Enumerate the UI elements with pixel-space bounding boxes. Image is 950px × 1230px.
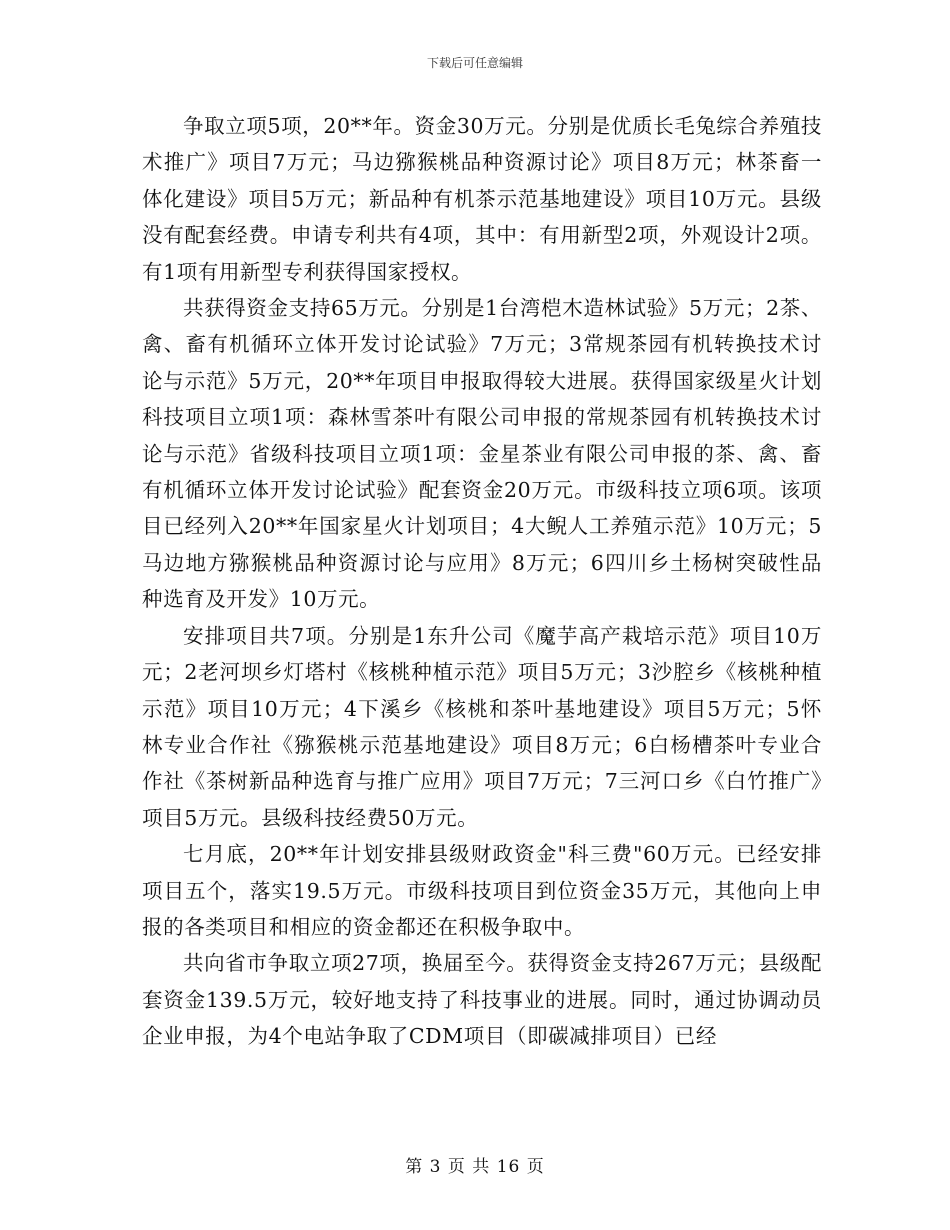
paragraph-3: 安排项目共7项。分别是1东升公司《魔芋高产栽培示范》项目10万元；2老河坝乡灯塔村《核桃种植示范》项目5万元；3沙腔乡《核桃种植示范》项目10万元；4下溪乡《核桃和茶叶基地建设》项目5万元；5怀林专业合作社《猕猴桃示范基地建设》项目8万元；6白杨槽茶叶专业合作社《茶树新品种选育与推广应用》项目7万元；7三河口乡《白竹推广》项目5万元。县级科技经费50万元。	[142, 623, 822, 830]
paragraph-4: 七月底，20**年计划安排县级财政资金"科三费"60万元。已经安排项目五个，落实19.5万元。市级科技项目到位资金35万元，其他向上申报的各类项目和相应的资金都还在积极争取中。	[142, 842, 822, 939]
paragraph-5: 共向省市争取立项27项，换届至今。获得资金支持267万元；县级配套资金139.5万元，较好地支持了科技事业的进展。同时，通过协调动员企业申报，为4个电站争取了CDM项目（即碳减排项目）已经	[142, 951, 822, 1049]
page-number-footer: 第 3 页 共 16 页	[405, 1157, 545, 1177]
paragraph-2: 共获得资金支持65万元。分别是1台湾桤木造林试验》5万元；2茶、禽、畜有机循环立体开发讨论试验》7万元；3常规茶园有机转换技术讨论与示范》5万元，20**年项目申报取得较大进展。获得国家级星火计划科技项目立项1项：森林雪茶叶有限公司申报的常规茶园有机转换技术讨论与示范》省级科技项目立项1项：金星茶业有限公司申报的茶、禽、畜有机循环立体开发讨论试验》配套资金20万元。市级科技立项6项。该项目已经列入20**年国家星火计划项目；4大鲵人工养殖示范》10万元；5马边地方猕猴桃品种资源讨论与应用》8万元；6四川乡土杨树突破性品种选育及开发》10万元。	[142, 296, 822, 612]
document-body	[142, 108, 822, 1055]
header-note: 下载后可任意编辑	[426, 56, 523, 70]
paragraph-1: 争取立项5项，20**年。资金30万元。分别是优质长毛兔综合养殖技术推广》项目7万元；马边猕猴桃品种资源讨论》项目8万元；林茶畜一体化建设》项目5万元；新品种有机茶示范基地建设》项目10万元。县级没有配套经费。申请专利共有4项，其中：有用新型2项，外观设计2项。有1项有用新型专利获得国家授权。	[142, 114, 822, 284]
